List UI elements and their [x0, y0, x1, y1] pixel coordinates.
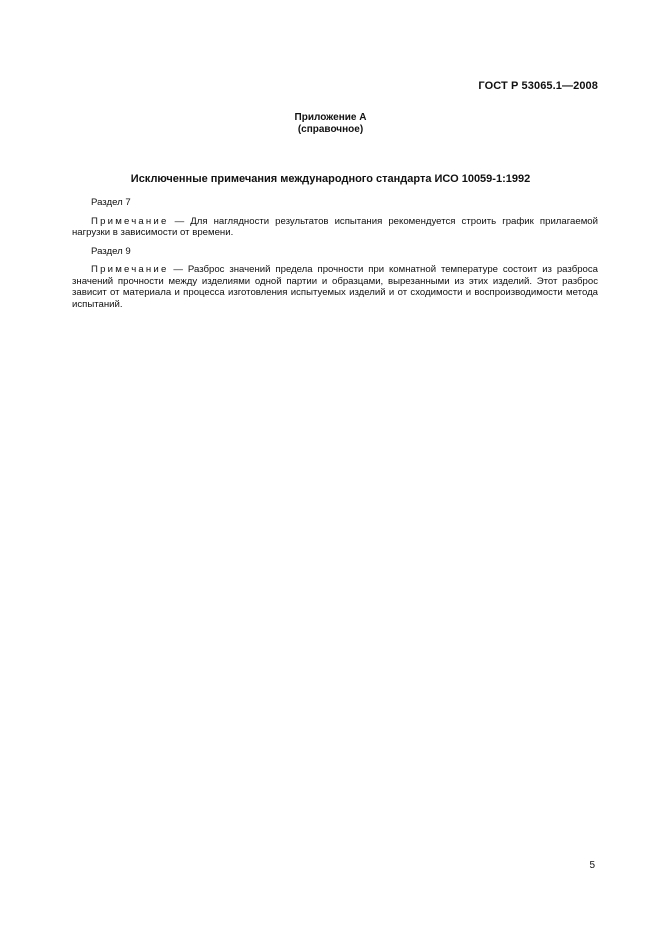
section-label: Раздел 7 — [91, 197, 131, 208]
note-paragraph — [72, 216, 598, 239]
note-text: Для наглядности результатов испытания рекомендуется строить график прилагаемой нагрузки в зависимости от времени. — [72, 215, 598, 238]
note-prefix: Примечание — [91, 264, 169, 275]
page-number: 5 — [589, 860, 595, 871]
annex-title: Исключенные примечания международного стандарта ИСО 10059-1:1992 — [130, 173, 531, 185]
note-dash: — — [168, 264, 188, 275]
annex-content — [72, 197, 598, 317]
note-text: Разброс значений предела прочности при комнатной температуре состоит из разброса значений прочности между изделиями одной партии и образцами, вырезанными из этих изделий. Этот разброс зависит от материала и процесса изготовления испытуемых изделий и от сходимости и воспроизводимости метода испытаний. — [72, 264, 598, 310]
document-code: ГОСТ Р 53065.1—2008 — [478, 80, 598, 92]
annex-heading — [0, 112, 661, 136]
section-label: Раздел 9 — [91, 245, 131, 257]
annex-kind: (справочное) — [297, 124, 364, 135]
note-prefix: Примечание — [91, 215, 169, 227]
note-paragraph — [72, 264, 598, 310]
annex-label: Приложение А — [294, 112, 367, 123]
note-dash: — — [168, 215, 191, 227]
